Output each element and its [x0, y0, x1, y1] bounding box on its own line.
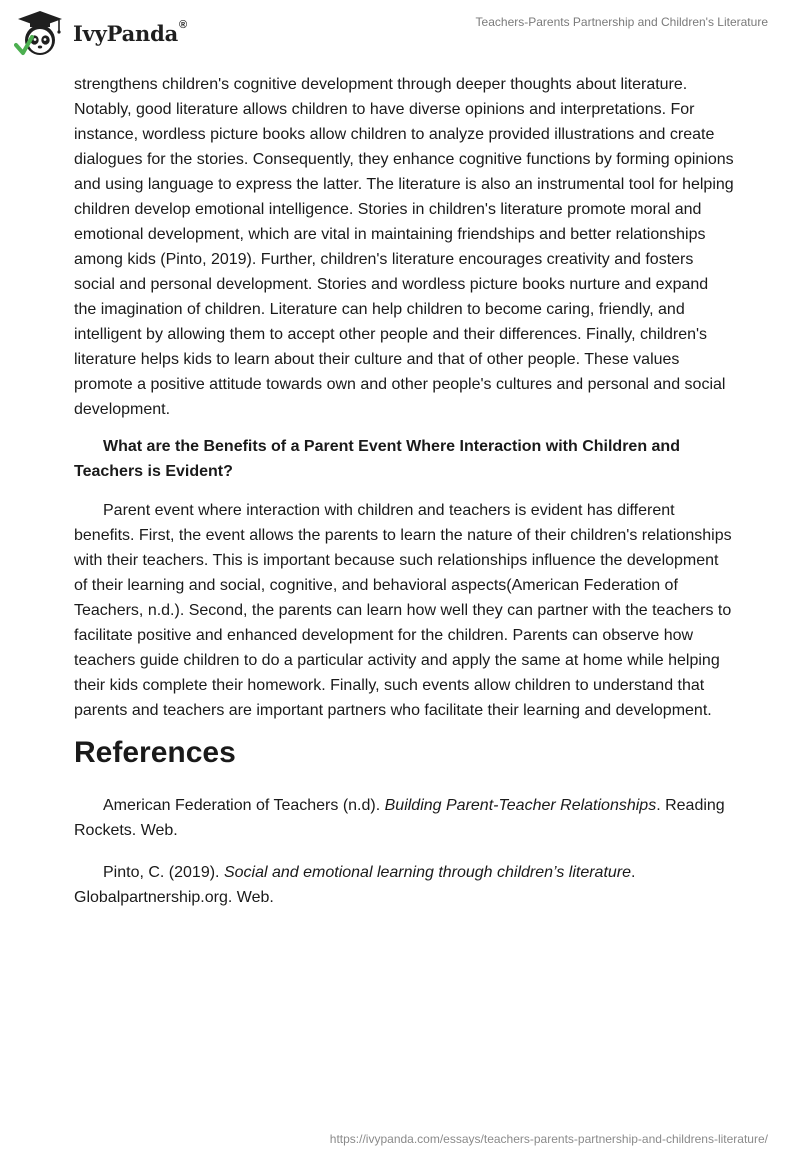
section-paragraph: Parent event where interaction with children and teachers is evident has different benefits. First, the event allows the parents to learn the nature of their children's relationships with their teachers. This is important because such relationships influence the development of their learning and social, cognitive, and behavioral aspects(American Federation of Teachers, n.d.). Second, the parents can learn how well they can partner with the teachers to facilitate positive and enhanced development for the children. Parents can observe how teachers guide children to do a particular activity and apply the same at home while helping their kids complete their homework. Finally, such events allow children to understand that parents and teachers are important partners who facilitate their learning and development. [74, 502, 732, 719]
page-header [0, 0, 800, 70]
reference-source: . Globalpartnership.org. Web. [74, 864, 636, 906]
section-heading: What are the Benefits of a Parent Event Where Interaction with Children and Teachers is Evident? [74, 438, 680, 480]
source-url-link[interactable]: https://ivypanda.com/essays/teachers-parents-partnership-and-childrens-literature/ [329, 1132, 768, 1146]
reference-author: American Federation of Teachers (n.d). [103, 797, 385, 814]
reference-author: Pinto, C. (2019). [103, 864, 224, 881]
reference-title: Building Parent-Teacher Relationships [384, 797, 657, 814]
reference-source: . Reading Rockets. Web. [74, 797, 725, 839]
document-title: Teachers-Parents Partnership and Children's Literature [475, 15, 768, 29]
reference-item [74, 860, 734, 910]
essay-body [74, 72, 734, 927]
intro-paragraph: strengthens children's cognitive development through deeper thoughts about literature. Notably, good literature allows children to have diverse opinions and interpretations. For instance, wordless picture books allow children to analyze provided illustrations and create dialogues for the stories. Consequently, they enhance cognitive functions by forming opinions and using language to express the latter. The literature is also an instrumental tool for helping children develop emotional intelligence. Stories in children's literature promote moral and emotional development, which are vital in maintaining friendships and better relationships among kids (Pinto, 2019). Further, children's literature encourages creativity and fosters social and personal development. Stories and wordless picture books nurture and expand the imagination of children. Literature can help children to become caring, friendly, and intelligent by allowing them to accept other people and their differences. Finally, children's literature helps kids to learn about their culture and that of other people. These values promote a positive attitude towards own and other people's cultures and personal and social development. [74, 76, 734, 418]
panda-logo-icon [14, 9, 66, 57]
reference-item [74, 793, 734, 843]
ivypanda-logo[interactable] [14, 8, 187, 58]
references-heading: References [74, 736, 236, 769]
reference-title: Social and emotional learning through children’s literature [223, 864, 632, 881]
logo-wordmark: IvyPanda® [73, 18, 187, 46]
